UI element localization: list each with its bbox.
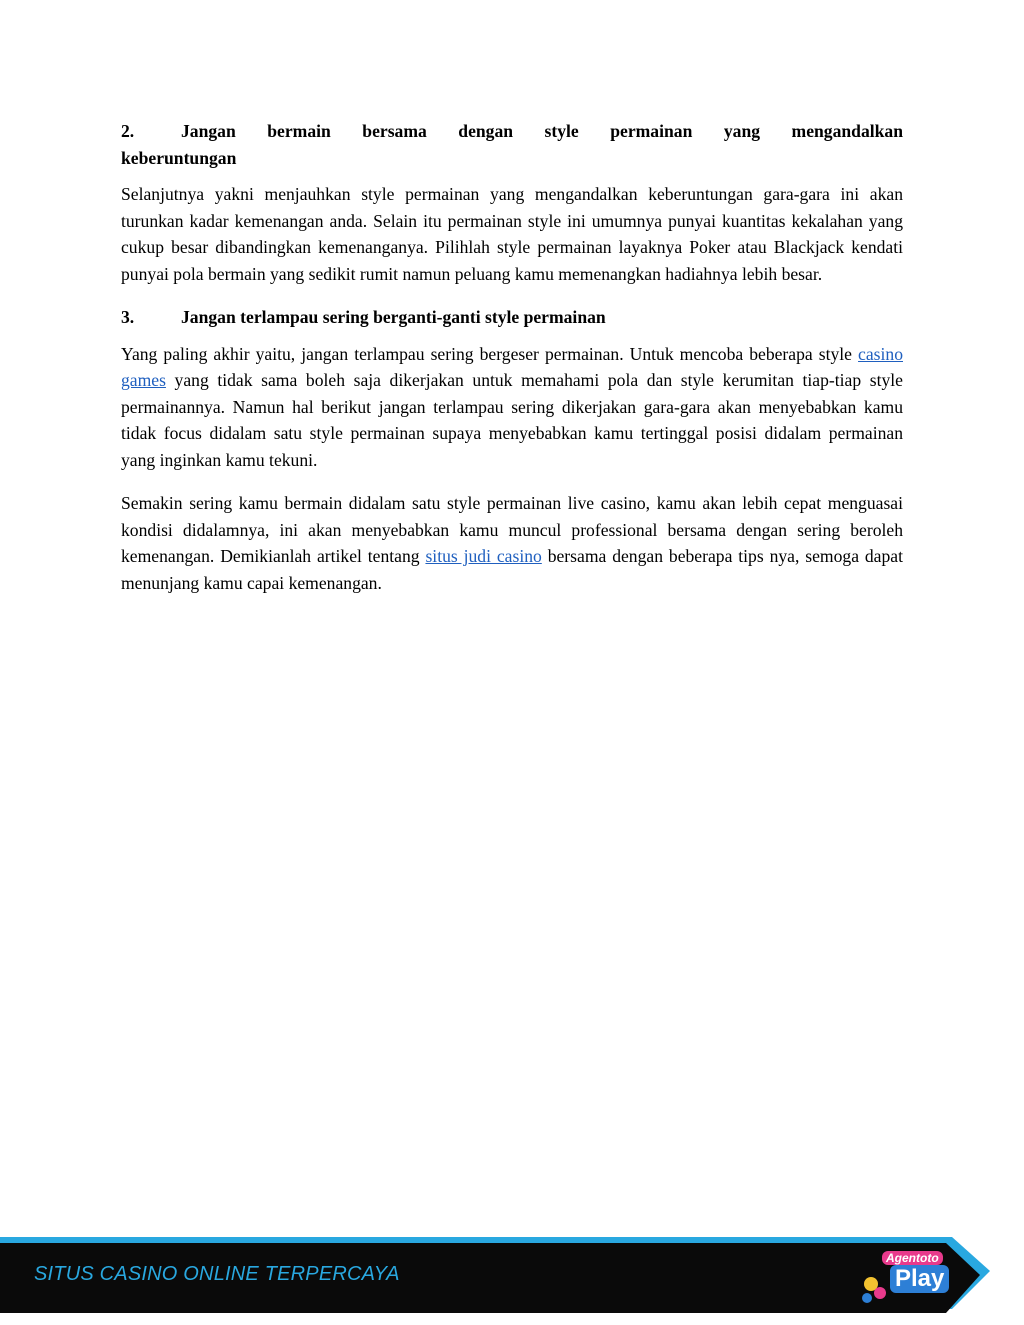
- document-body: [121, 118, 903, 613]
- agentoto-play-logo: [860, 1249, 952, 1305]
- paragraph-text: Semakin sering kamu bermain didalam satu style permainan live casino, kamu akan lebih cepat menguasai kondisi didalamnya, ini akan menyebabkan kamu muncul professional bersama dengan sering beroleh kemenangan. Demikianlah artikel tentang: [121, 493, 903, 566]
- section-3-paragraph-2: [121, 490, 903, 596]
- section-2-number: 2.: [121, 121, 135, 141]
- section-3-heading-text: Jangan terlampau sering berganti-ganti style permainan: [181, 307, 606, 327]
- section-3-number: 3.: [121, 307, 135, 327]
- section-2-heading-text: Jangan bermain bersama dengan style permainan yang mengandalkan: [181, 121, 903, 141]
- section-2-heading-line2: keberuntungan: [121, 147, 237, 168]
- footer-tagline: SITUS CASINO ONLINE TERPERCAYA: [34, 1263, 400, 1285]
- section-3-heading: [121, 304, 903, 331]
- paragraph-text: bersama dengan beberapa tips nya, semoga dapat menunjang kamu capai kemenangan.: [121, 546, 903, 593]
- section-2-heading: [121, 118, 903, 171]
- section-2-heading-line1: [121, 118, 903, 145]
- lottery-ball-icon: [874, 1287, 886, 1299]
- paragraph-text: Yang paling akhir yaitu, jangan terlampau sering bergeser permainan. Untuk mencoba beberapa style: [121, 343, 859, 364]
- lottery-ball-icon: [862, 1293, 872, 1303]
- situs-judi-casino-link[interactable]: situs judi casino: [425, 546, 542, 566]
- casino-games-link[interactable]: casino games: [121, 343, 903, 390]
- section-3-paragraph-1: [121, 341, 903, 474]
- logo-top-text: Agentoto: [882, 1251, 943, 1265]
- logo-main-text: Play: [890, 1265, 949, 1293]
- section-2-paragraph: Selanjutnya yakni menjauhkan style permainan yang mengandalkan keberuntungan gara-gara ini akan turunkan kadar kemenangan anda. Selain itu permainan style ini umumnya punyai kuantitas kekalahan yang cukup besar dibandingkan kemenanganya. Pilihlah style permainan layaknya Poker atau Blackjack kendati punyai pola bermain yang sedikit rumit namun peluang kamu memenangkan hadiahnya lebih besar.: [121, 184, 903, 284]
- footer-banner: [0, 1237, 1024, 1317]
- paragraph-text: yang tidak sama boleh saja dikerjakan untuk memahami pola dan style kerumitan tiap-tiap style permainannya. Namun hal berikut jangan terlampau sering dikerjakan gara-gara akan menyebabkan kamu tidak focus didalam satu style permainan supaya menyebabkan kamu tertinggal posisi didalam permainan yang inginkan kamu tekuni.: [121, 370, 903, 470]
